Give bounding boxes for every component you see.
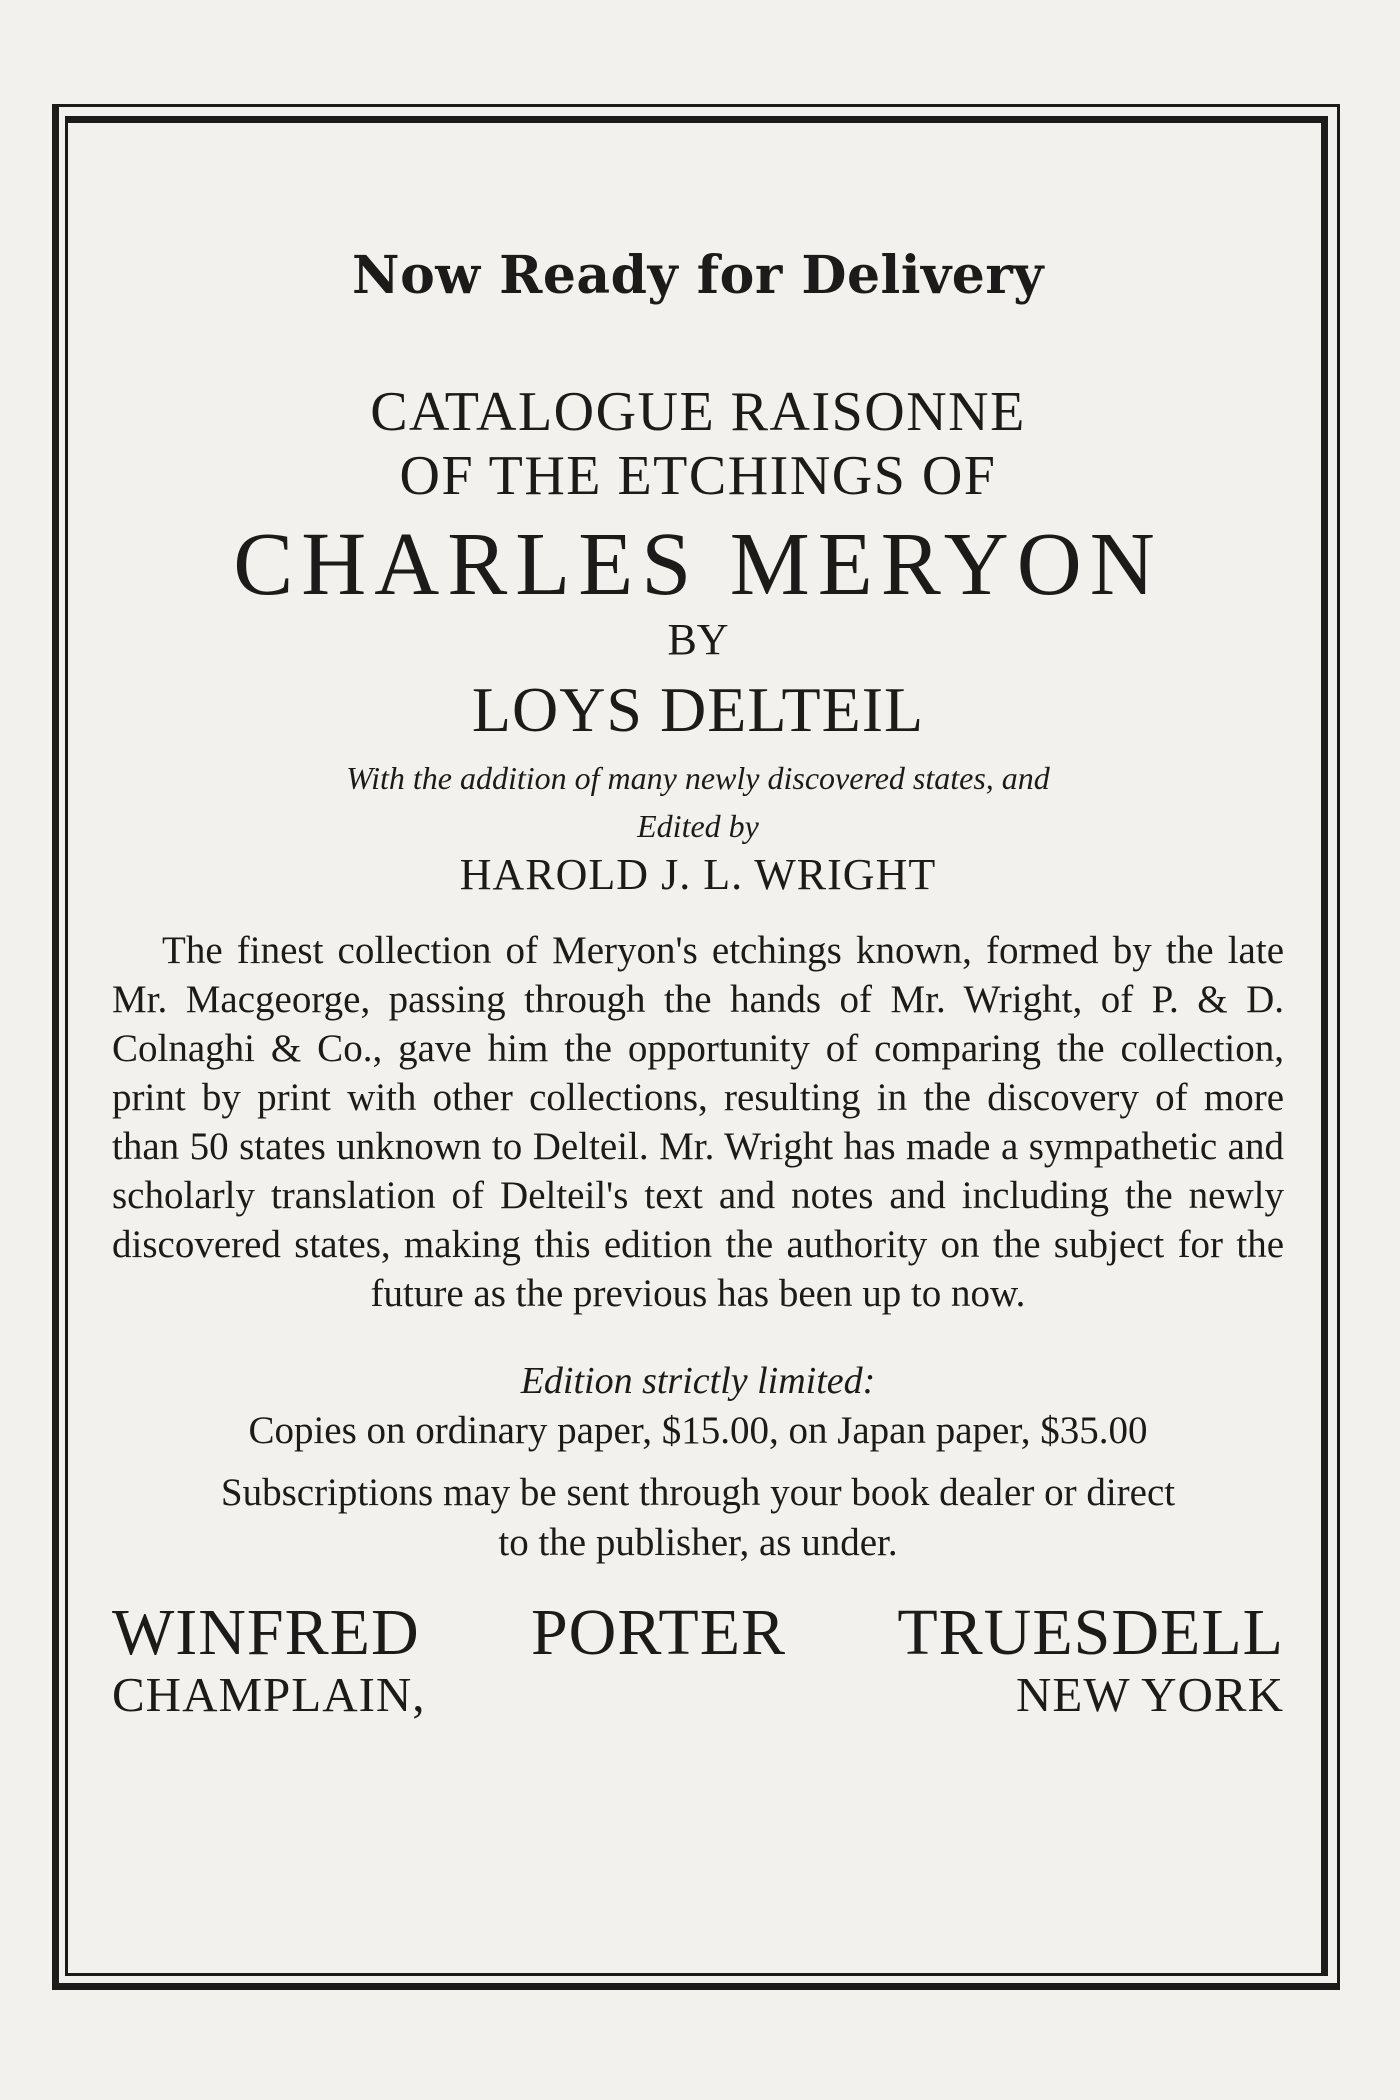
publisher-last-name: TRUESDELL xyxy=(897,1596,1284,1669)
edition-note-line-2: Edited by xyxy=(637,808,759,844)
author-name: LOYS DELTEIL xyxy=(471,674,925,745)
editor-name: HAROLD J. L. WRIGHT xyxy=(459,850,937,899)
prices-line: Copies on ordinary paper, $15.00, on Japan paper, $35.00 xyxy=(248,1409,1148,1452)
artist-name: CHARLES MERYON xyxy=(233,515,1163,614)
publisher-name xyxy=(112,1596,1284,1669)
publisher-first-name: WINFRED xyxy=(112,1596,420,1669)
title-line-2: OF THE ETCHINGS OF xyxy=(399,445,997,507)
description-paragraph: The finest collection of Meryon's etchings known, formed by the late Mr. Macgeorge, passing through the hands of Mr. Wright, of P. & D. Colnaghi & Co., gave him the opportunity of comparing the collection, print by print with other collections, resulting in the discovery of more than 50 states unknown to Delteil. Mr. Wright has made a sympathetic and scholarly translation of Delteil's text and notes and including the newly discovered states, making this edition the authority on the subject for the future as the previous has been up to now. xyxy=(112,929,1284,1315)
publisher-state: NEW YORK xyxy=(1016,1667,1284,1722)
announcement-heading: Now Ready for Delivery xyxy=(352,245,1044,306)
edition-limited-label: Edition strictly limited: xyxy=(520,1360,876,1402)
advertisement-content xyxy=(112,228,1284,1724)
publisher-city: CHAMPLAIN, xyxy=(112,1667,426,1722)
publisher-middle-name: PORTER xyxy=(530,1596,787,1669)
title-line-1: CATALOGUE RAISONNE xyxy=(370,381,1026,443)
subscriptions-note: Subscriptions may be sent through your book dealer or direct to the publisher, as under. xyxy=(220,1471,1176,1564)
by-label: BY xyxy=(667,615,729,664)
publisher-location xyxy=(112,1666,1284,1724)
edition-note-line-1: With the addition of many newly discovered states, and xyxy=(346,760,1050,796)
